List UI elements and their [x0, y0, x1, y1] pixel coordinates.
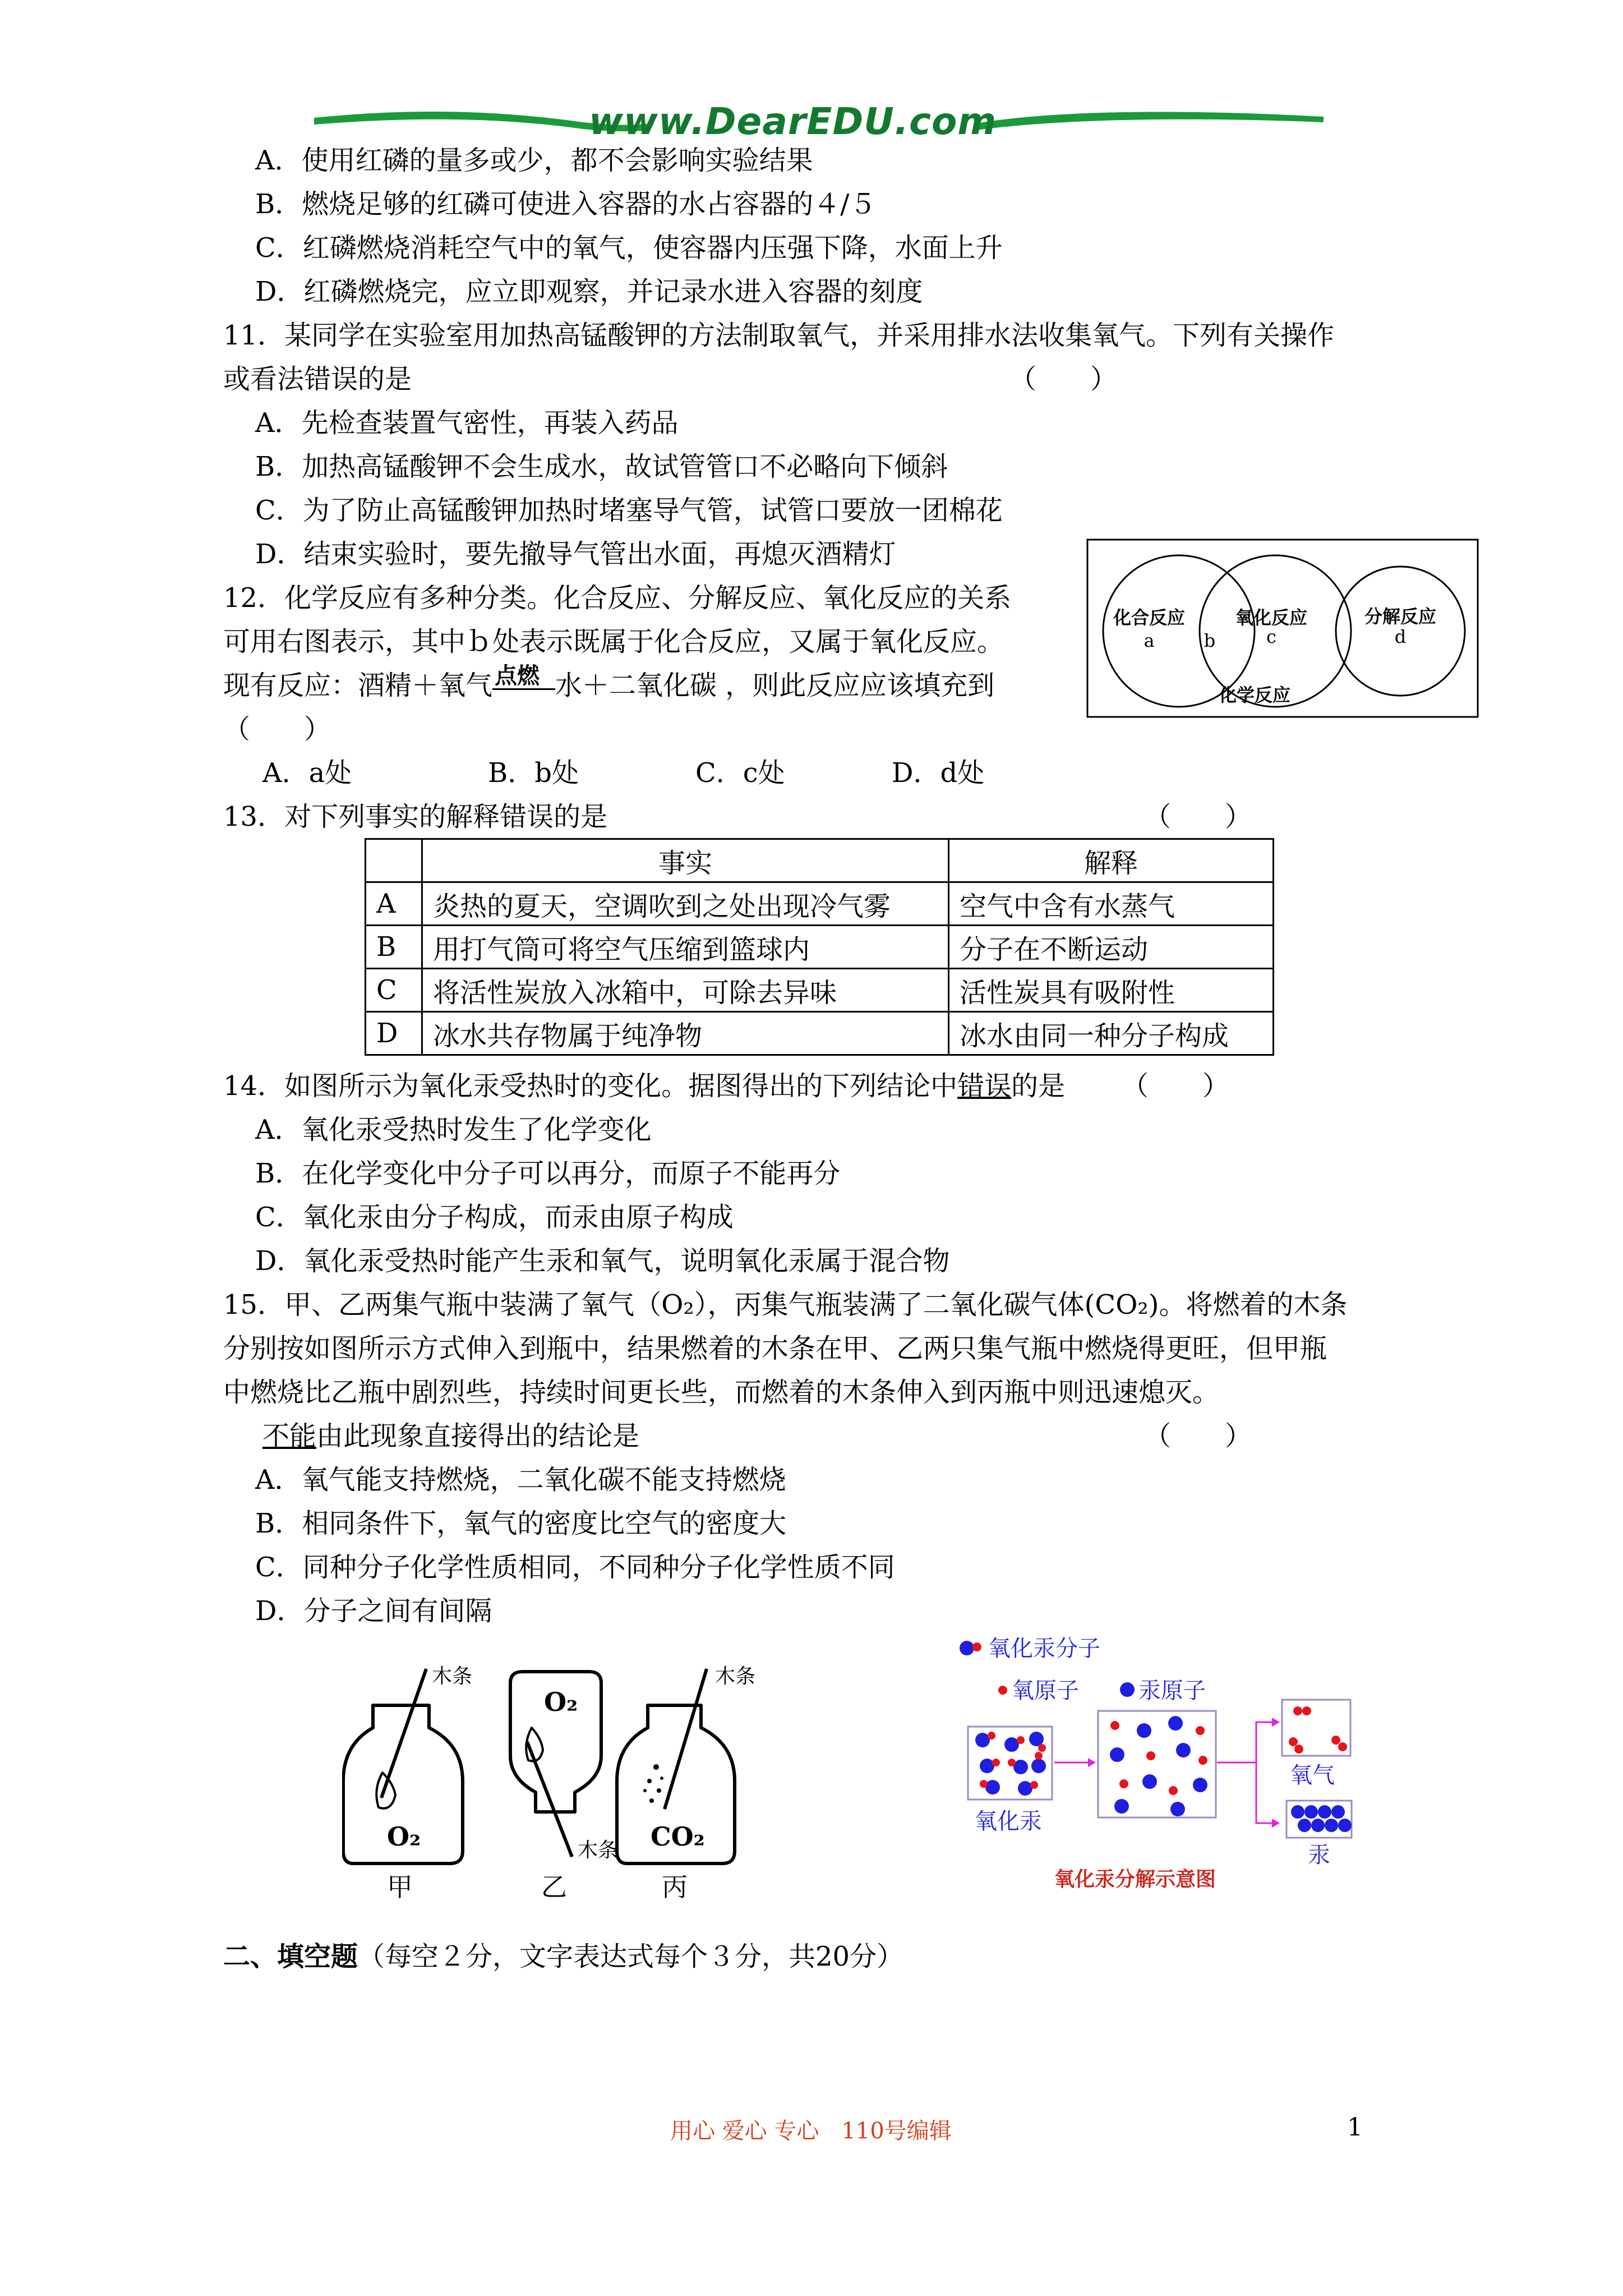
legend-oxygen-atom	[998, 1678, 1079, 1704]
arrow-to-oxygen	[1217, 1722, 1272, 1763]
label-mercury: 汞	[1308, 1842, 1330, 1868]
q11-option-a: A．先检查装置气密性，再装入药品	[255, 407, 679, 439]
q12-arrow-line	[492, 688, 555, 690]
q14-option-a: A．氧化汞受热时发生了化学变化	[255, 1114, 652, 1145]
legend-mercury-atom	[1120, 1678, 1206, 1704]
table-cell: 将活性炭放入冰箱中，可除去异味	[422, 969, 949, 1012]
section2-title: 二、填空题	[223, 1941, 358, 1972]
label-yi: 乙	[541, 1872, 567, 1902]
mercury-oxide-decomposition-diagram	[953, 1616, 1391, 1890]
q15-option-b: B．相同条件下，氧气的密度比空气的密度大	[255, 1508, 787, 1539]
q11-option-b: B．加热高锰酸钾不会生成水，故试管管口不必略向下倾斜	[255, 451, 948, 482]
q14-option-d: D．氧化汞受热时能产生汞和氧气，说明氧化汞属于混合物	[255, 1245, 950, 1277]
table-cell: 空气中含有水蒸气	[949, 882, 1274, 926]
q12-option-b: B．b处	[488, 757, 579, 789]
q15-stem-line3: 中燃烧比乙瓶中剧烈些，持续时间更长些，而燃着的木条伸入到丙瓶中则迅速熄灭。	[223, 1377, 1220, 1408]
label-oxygen: 氧气	[1290, 1763, 1335, 1788]
table-header-row	[366, 839, 1274, 882]
label-stick-jia: 木条	[432, 1665, 473, 1688]
table-row	[366, 969, 1274, 1012]
q14-option-c: C．氧化汞由分子构成，而汞由原子构成	[255, 1202, 734, 1233]
table-header-cell	[366, 839, 422, 882]
q15-stem-line4	[262, 1419, 639, 1453]
q12-option-d: D．d处	[892, 757, 985, 789]
q14-option-b: B．在化学变化中分子可以再分，而原子不能再分	[255, 1158, 841, 1189]
label-combination: 化合反应	[1113, 607, 1186, 628]
q15-stem-line2: 分别按如图所示方式伸入到瓶中，结果燃着的木条在甲、乙两只集气瓶中燃烧得更旺，但甲瓶	[223, 1333, 1327, 1364]
q10-option-d: D．红磷燃烧完，应立即观察，并记录水进入容器的刻度	[255, 276, 923, 307]
label-box-mercury-oxide: 氧化汞	[975, 1809, 1042, 1834]
label-stick-bing: 木条	[715, 1665, 756, 1688]
q12-option-c: C．c处	[695, 757, 785, 789]
table-cell: 分子在不断运动	[949, 926, 1274, 969]
table-cell: 炎热的夏天，空调吹到之处出现冷气雾	[422, 882, 949, 926]
stick-bing	[665, 1669, 707, 1809]
q15-stem-question: 由此现象直接得出的结论是	[316, 1420, 640, 1452]
legend-oxygen-label: 氧原子	[1012, 1678, 1079, 1704]
q13-facts-table	[365, 838, 1274, 1056]
table-cell: 活性炭具有吸附性	[949, 969, 1274, 1012]
legend-molecule-label: 氧化汞分子	[988, 1636, 1100, 1662]
table-cell: A	[366, 882, 422, 926]
label-decomposition: 分解反应	[1364, 606, 1437, 627]
q10-option-b: B．燃烧足够的红磷可使进入容器的水占容器的４/５	[255, 188, 877, 220]
diagram-title: 氧化汞分解示意图	[1054, 1867, 1216, 1890]
table-cell: 冰水由同一种分子构成	[949, 1012, 1274, 1055]
label-stick-yi: 木条	[578, 1839, 619, 1862]
q15-option-a: A．氧气能支持燃烧，二氧化碳不能支持燃烧	[255, 1464, 786, 1496]
q12-reaction-arrow	[492, 662, 555, 702]
q12-stem-line3	[223, 662, 995, 702]
table-cell: C	[366, 969, 422, 1012]
q14-stem-emphasis: 错误	[957, 1070, 1012, 1102]
q10-option-c: C．红磷燃烧消耗空气中的氧气，使容器内压强下降，水面上升	[255, 232, 1003, 264]
label-oxidation: 氧化反应	[1235, 607, 1308, 628]
q15-option-d: D．分子之间有间隔	[255, 1595, 492, 1627]
q14-stem-end: 的是	[1011, 1070, 1066, 1102]
q10-option-a: A．使用红磷的量多或少，都不会影响实验结果	[255, 145, 813, 176]
table-header-cell: 解释	[949, 839, 1274, 882]
label-co2-bing: CO₂	[651, 1821, 705, 1852]
arrow-to-mercury	[1256, 1763, 1272, 1823]
table-header-cell: 事实	[422, 839, 949, 882]
q11-stem-line1: 11．某同学在实验室用加热高锰酸钾的方法制取氧气，并采用排水法收集氧气。下列有关操作	[223, 320, 1335, 351]
q11-option-d: D．结束实验时，要先撤导气管出水面，再熄灭酒精灯	[255, 539, 896, 570]
q14-stem-text: 14．如图所示为氧化汞受热时的变化。据图得出的下列结论中	[223, 1070, 958, 1102]
label-bing: 丙	[662, 1872, 688, 1902]
q12-answer-paren: （ ）	[223, 714, 331, 745]
q13-stem: 13．对下列事实的解释错误的是	[223, 801, 608, 832]
q12-option-a: A．a处	[262, 757, 352, 789]
q12-reactants: 现有反应：酒精＋氧气	[223, 670, 493, 701]
label-chemical-reaction: 化学反应	[1218, 684, 1291, 706]
q15-stem-line1: 15．甲、乙两集气瓶中装满了氧气（O₂），丙集气瓶装满了二氧化碳气体(CO₂)。将燃着的木条	[223, 1289, 1348, 1320]
q12-stem-line2: 可用右图表示，其中ｂ处表示既属于化合反应，又属于氧化反应。	[223, 626, 1004, 657]
label-b: b	[1204, 630, 1216, 651]
table-cell: 冰水共存物属于纯净物	[422, 1012, 949, 1055]
q13-answer-paren: （ ）	[1144, 801, 1252, 832]
q15-option-c: C．同种分子化学性质相同，不同种分子化学性质不同	[255, 1552, 895, 1583]
table-cell: D	[366, 1012, 422, 1055]
q11-answer-paren: （ ）	[1009, 364, 1118, 395]
q14-stem	[223, 1069, 1065, 1103]
table-cell: 用打气筒可将空气压缩到篮球内	[422, 926, 949, 969]
header-site-name: www.DearEDU.com	[589, 100, 997, 143]
q12-products: 水＋二氧化碳 ，则此反应应该填充到	[555, 670, 995, 701]
label-c: c	[1266, 626, 1276, 647]
q12-condition: 点燃	[495, 662, 540, 689]
label-jia: 甲	[387, 1872, 413, 1902]
q11-option-c: C．为了防止高锰酸钾加热时堵塞导气管，试管口要放一团棉花	[255, 495, 1003, 526]
flame-jia	[376, 1773, 395, 1809]
q15-answer-paren: （ ）	[1144, 1420, 1252, 1452]
table-cell: B	[366, 926, 422, 969]
section2-note: （每空２分，文字表达式每个３分，共20分）	[358, 1941, 904, 1972]
page-number: 1	[1347, 2113, 1363, 2142]
label-o2-yi: O₂	[544, 1687, 578, 1717]
q11-stem-line2: 或看法错误的是	[223, 364, 412, 395]
table-row	[366, 926, 1274, 969]
legend-mercury-label: 汞原子	[1138, 1678, 1206, 1704]
table-row	[366, 882, 1274, 926]
gas-bottles-figure	[342, 1660, 768, 1907]
legend-molecule	[960, 1636, 1100, 1662]
smoke-bing	[643, 1764, 663, 1803]
label-d: d	[1394, 626, 1407, 647]
label-o2-jia: O₂	[387, 1821, 421, 1852]
q14-answer-paren: （ ）	[1122, 1070, 1230, 1102]
reaction-classification-diagram	[1086, 539, 1479, 718]
section2-heading	[223, 1940, 903, 1973]
footer-text: 用心 爱心 专心 110号编辑	[670, 2118, 952, 2144]
table-row	[366, 1012, 1274, 1055]
q12-stem-line1: 12．化学反应有多种分类。化合反应、分解反应、氧化反应的关系	[223, 582, 1012, 614]
label-a: a	[1144, 630, 1155, 651]
q15-stem-emphasis: 不能	[262, 1420, 317, 1452]
